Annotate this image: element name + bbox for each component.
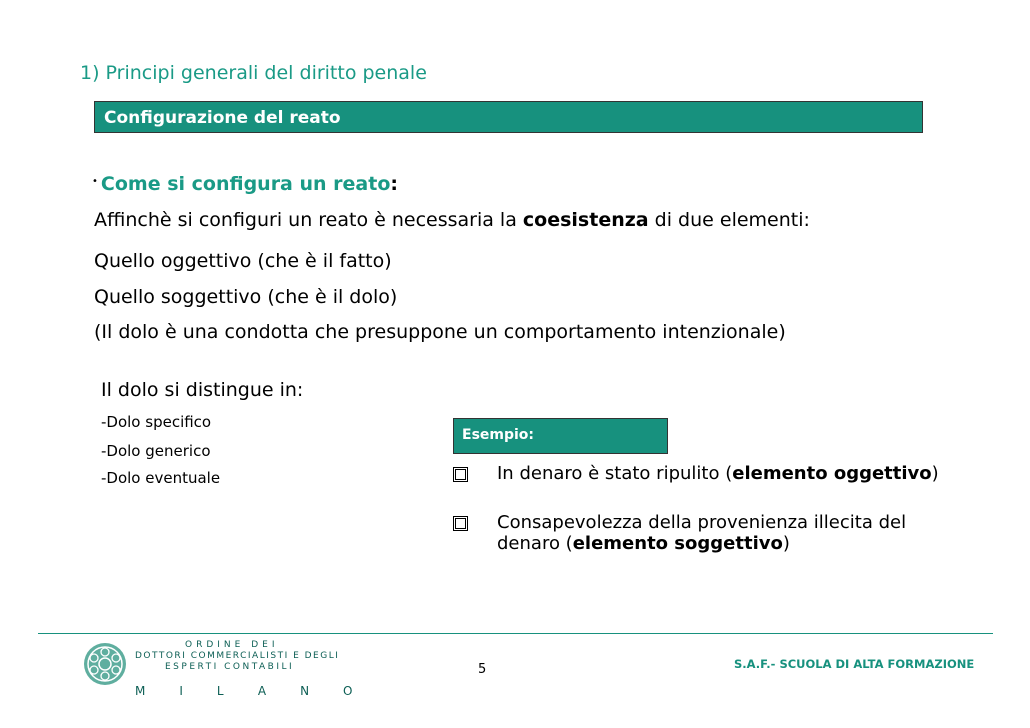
logo-line-1: ORDINE DEI (185, 640, 279, 650)
item1-before: In denaro è stato ripulito ( (497, 463, 733, 484)
esempio-item (497, 463, 947, 484)
item1-after: ) (931, 463, 939, 484)
body-line-4: (Il dolo è una condotta che presuppone un comportamento intenzionale) (94, 321, 786, 343)
checkbox-square-icon (453, 467, 468, 482)
logo-line-4: MILANO (135, 684, 387, 698)
bullet-heading (92, 173, 398, 195)
logo-line-3: ESPERTI CONTABILI (165, 662, 295, 672)
header-title: Configurazione del reato (104, 108, 341, 128)
bullet-marker: • (92, 176, 98, 187)
body-line-2: Quello oggettivo (che è il fatto) (94, 250, 392, 272)
line1-bold: coesistenza (522, 209, 649, 231)
logo-text (135, 640, 386, 698)
dolo-intro: Il dolo si distingue in: (101, 379, 304, 401)
esempio-label: Esempio: (462, 427, 535, 443)
logo-line-2: DOTTORI COMMERCIALISTI E DEGLI (135, 651, 340, 661)
header-box (94, 101, 923, 133)
item2-after: ) (782, 533, 790, 554)
school-name: S.A.F.- SCUOLA DI ALTA FORMAZIONE (734, 657, 975, 671)
line1-before: Affinchè si configuri un reato è necessaria la (94, 209, 523, 231)
bullet-colon: : (390, 173, 398, 195)
logo-emblem-icon (82, 640, 128, 688)
bullet-term: Come si configura un reato (100, 173, 391, 195)
item2-before: Consapevolezza della provenienza illecita del denaro ( (497, 512, 907, 554)
item1-bold: elemento oggettivo (732, 463, 932, 484)
footer-divider (38, 633, 993, 634)
section-title: 1) Principi generali del diritto penale (80, 62, 427, 84)
esempio-box (453, 418, 668, 454)
body-line-1 (94, 209, 810, 231)
checkbox-square-icon (453, 516, 468, 531)
dolo-type: -Dolo eventuale (101, 469, 221, 487)
dolo-type: -Dolo specifico (101, 413, 212, 431)
item2-bold: elemento soggettivo (572, 533, 783, 554)
line1-after: di due elementi: (648, 209, 810, 231)
body-line-3: Quello soggettivo (che è il dolo) (94, 286, 398, 308)
esempio-item (497, 512, 947, 554)
dolo-type: -Dolo generico (101, 442, 211, 460)
page-number: 5 (478, 662, 487, 677)
